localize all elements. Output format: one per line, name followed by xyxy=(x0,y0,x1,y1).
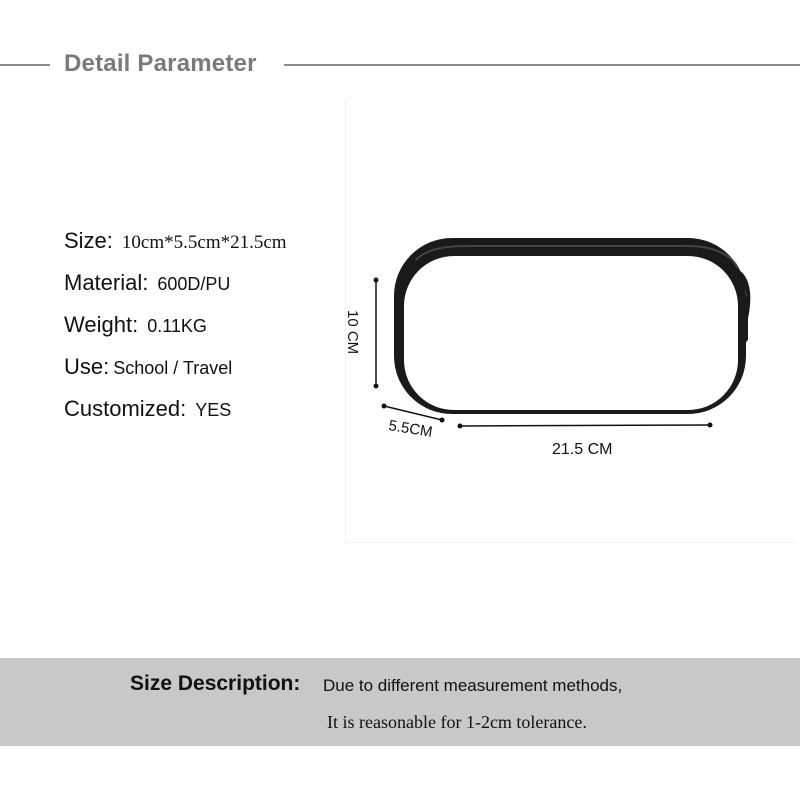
spec-key-size: Size: xyxy=(64,228,113,253)
spec-key-use: Use: xyxy=(64,354,110,379)
header-line-left xyxy=(0,64,50,66)
length-dimension-label: 21.5 CM xyxy=(552,441,613,458)
size-description-label: Size Description: xyxy=(130,672,301,695)
spec-value-weight: 0.11KG xyxy=(147,316,207,336)
pencil-case-illustration xyxy=(346,100,796,542)
spec-row-size xyxy=(64,228,287,270)
spec-value-material: 600D/PU xyxy=(157,274,231,294)
header-line-right xyxy=(284,64,800,66)
height-dimension-label: 10 CM xyxy=(344,310,361,355)
spec-row-material xyxy=(64,270,287,312)
spec-key-customized: Customized: xyxy=(64,396,187,421)
spec-key-weight: Weight: xyxy=(64,312,139,337)
size-description-line-1: Due to different measurement methods, xyxy=(323,676,623,695)
pencil-case-face xyxy=(404,256,738,410)
spec-row-customized xyxy=(64,396,287,438)
spec-list xyxy=(64,228,287,438)
spec-value-use: School / Travel xyxy=(113,358,233,378)
spec-row-weight xyxy=(64,312,287,354)
size-description-band xyxy=(0,658,800,746)
spec-value-size: 10cm*5.5cm*21.5cm xyxy=(121,232,287,253)
spec-row-use xyxy=(64,354,287,396)
spec-value-customized: YES xyxy=(195,400,232,420)
page-title: Detail Parameter xyxy=(64,50,257,77)
spec-key-material: Material: xyxy=(64,270,149,295)
product-image-panel xyxy=(345,100,796,543)
depth-dimension-label: 5.5CM xyxy=(387,417,434,441)
length-dimension-line xyxy=(460,425,710,426)
size-description-line-2: It is reasonable for 1-2cm tolerance. xyxy=(327,712,587,732)
